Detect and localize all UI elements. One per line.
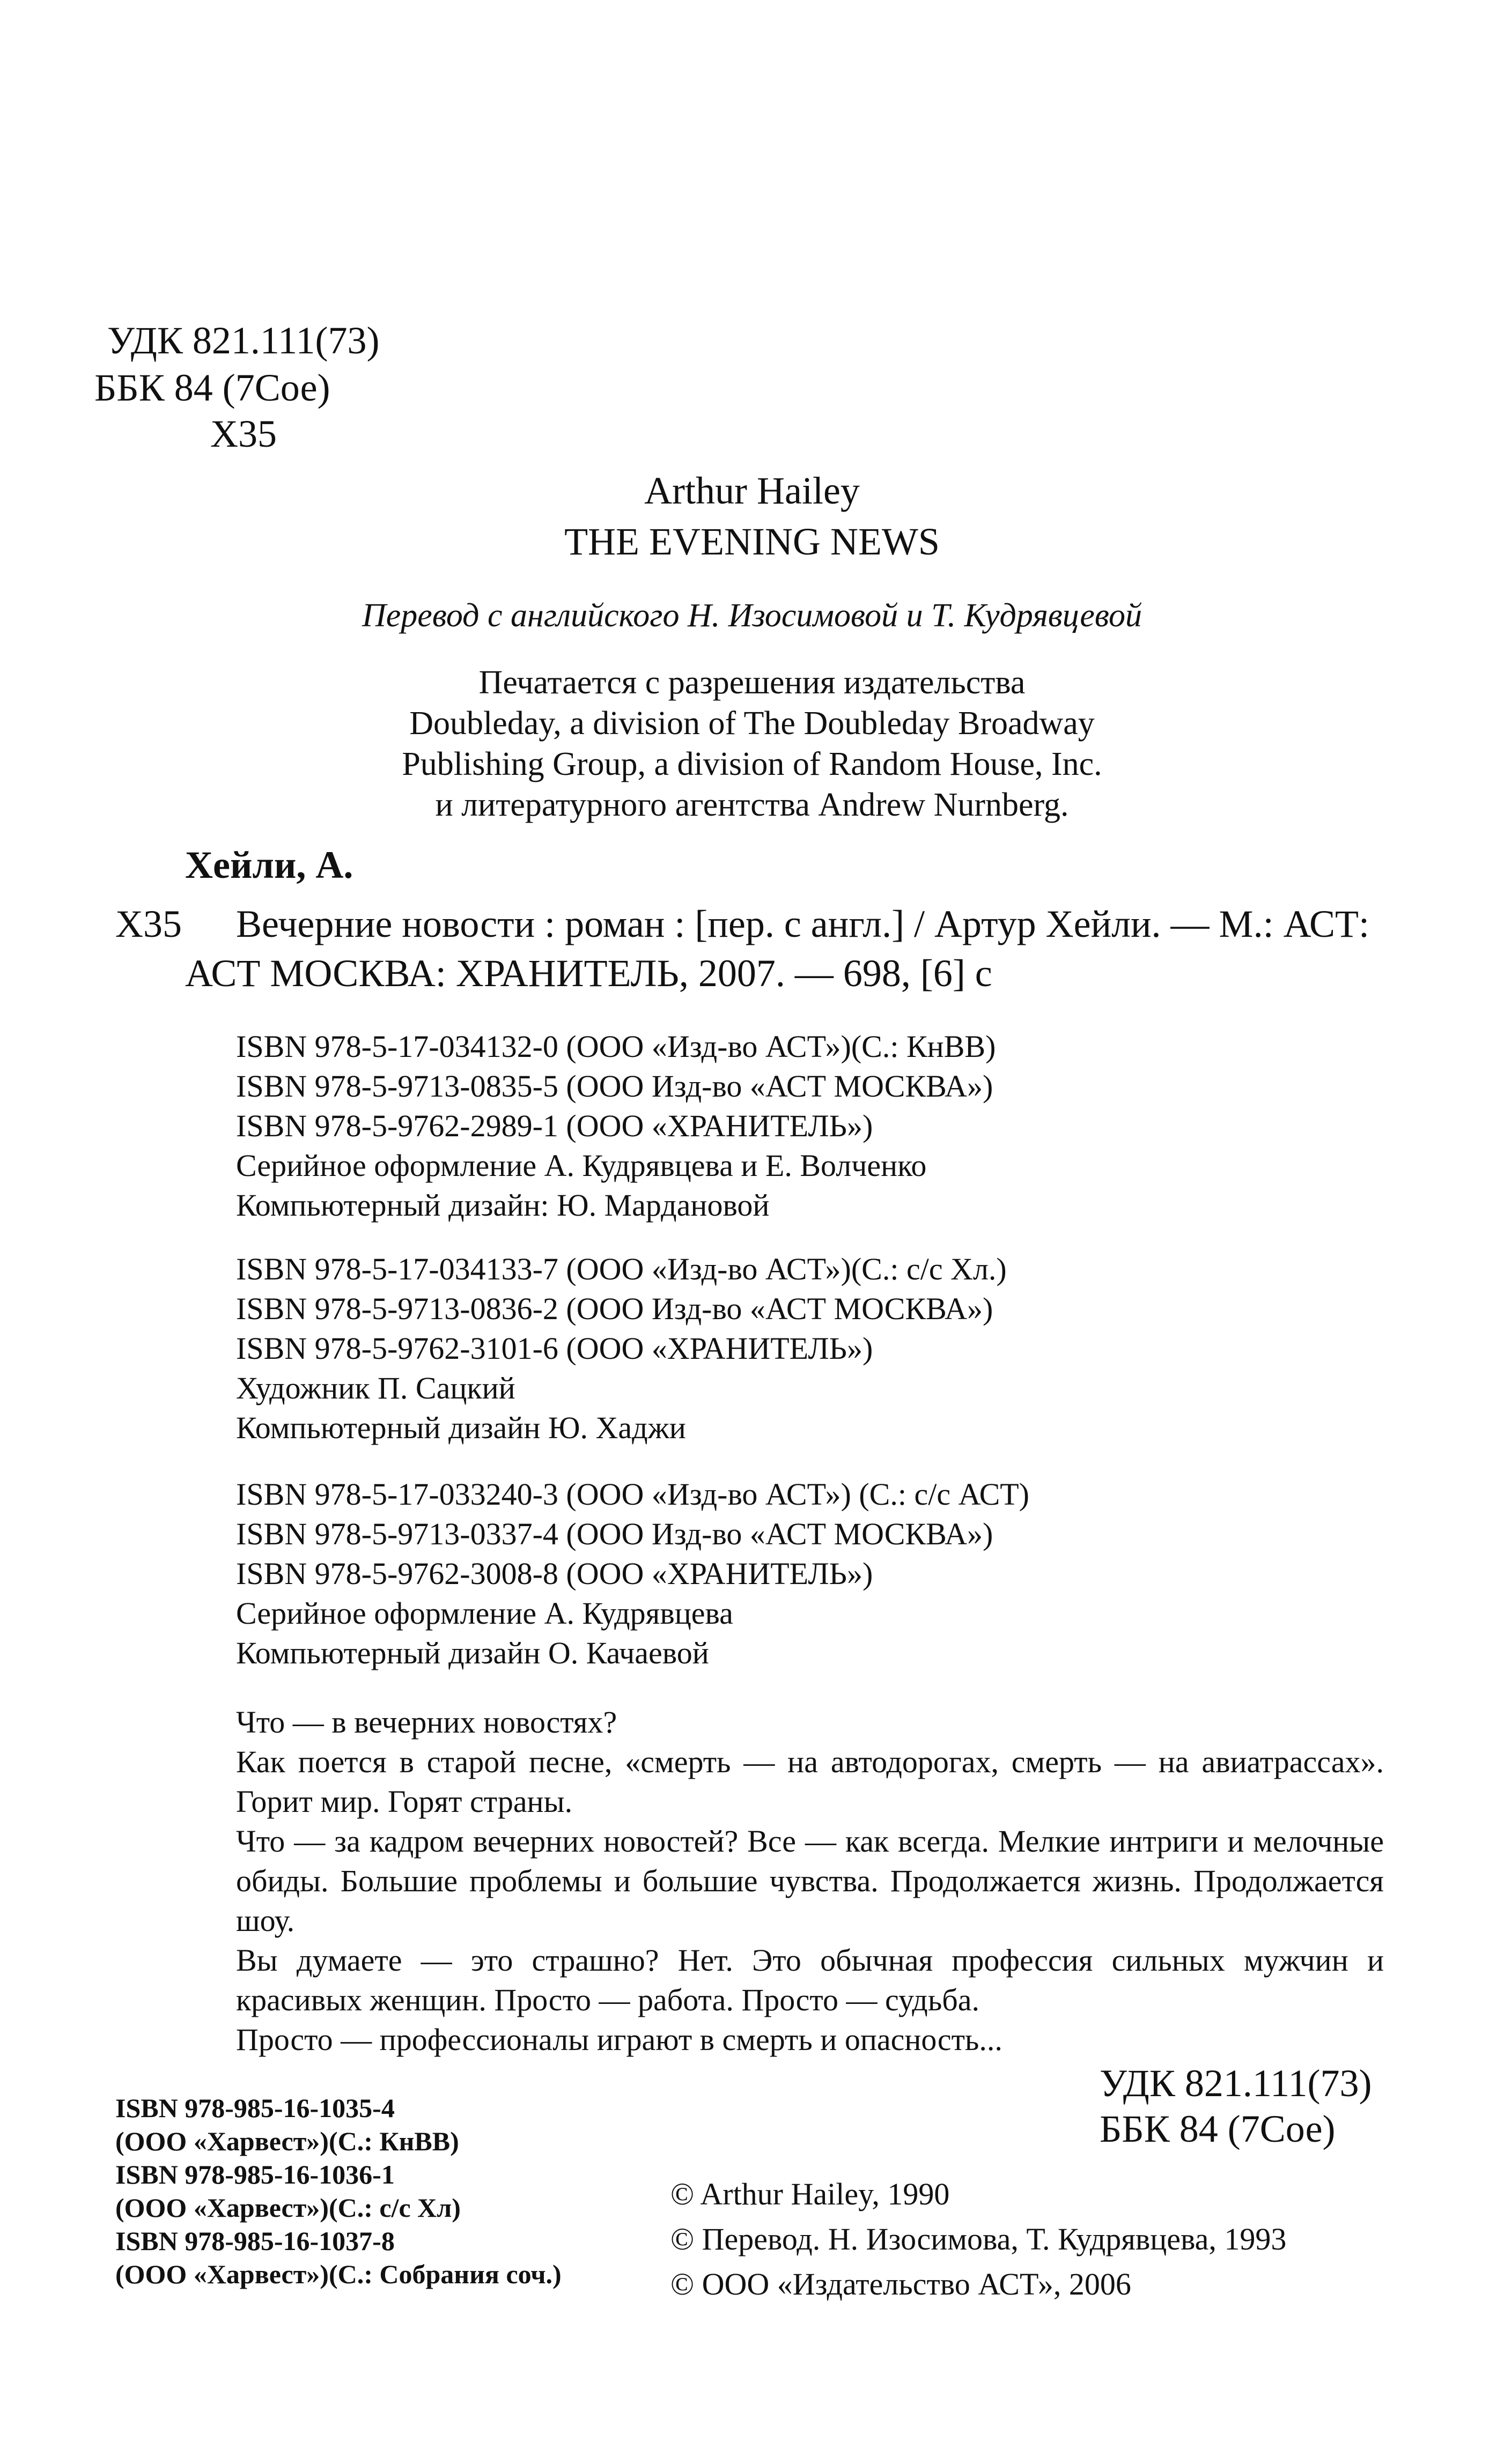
footer-bbk-code: ББК 84 (7Сое) — [1100, 2107, 1336, 2150]
credit-line: Серийное оформление А. Кудрявцева и Е. Волченко — [236, 1148, 927, 1183]
copyright-line: © ООО «Издательство АСТ», 2006 — [670, 2267, 1131, 2302]
annotation-paragraph: Просто — профессионалы играют в смерть и опасность... — [236, 2022, 1002, 2057]
footer-isbn-line: (ООО «Харвест»)(С.: Собрания соч.) — [115, 2259, 562, 2289]
isbn-line: ISBN 978-5-9713-0337-4 (ООО Изд-во «АСТ МОСКВА») — [236, 1516, 993, 1551]
footer-isbn-line: (ООО «Харвест»)(С.: с/с Хл) — [115, 2193, 461, 2223]
annotation-paragraph: Что — в вечерних новостях? — [236, 1705, 617, 1740]
isbn-line: ISBN 978-5-9762-3008-8 (ООО «ХРАНИТЕЛЬ») — [236, 1556, 873, 1591]
isbn-line: ISBN 978-5-9762-2989-1 (ООО «ХРАНИТЕЛЬ») — [236, 1108, 873, 1143]
isbn-group — [236, 1027, 996, 1225]
annotation — [236, 1703, 1384, 2060]
annotation-paragraph: Как поется в старой песне, «смерть — на автодорогах, смерть — на авиатрассах». Горит мир. Горят страны. — [236, 1744, 1384, 1819]
copyright-line: © Arthur Hailey, 1990 — [670, 2177, 950, 2211]
isbn-line: ISBN 978-5-17-034132-0 (ООО «Изд-во АСТ»)(С.: КнВВ) — [236, 1029, 996, 1064]
udk-code: УДК 821.111(73) — [107, 319, 380, 362]
original-title: THE EVENING NEWS — [564, 520, 940, 563]
isbn-group — [236, 1249, 1007, 1448]
copyright-block — [670, 2172, 1286, 2307]
permission-line: Publishing Group, a division of Random House, Inc. — [402, 746, 1102, 782]
copyright-line: © Перевод. Н. Изосимова, Т. Кудрявцева, 1993 — [670, 2222, 1287, 2256]
permission-line: Doubleday, a division of The Doubleday Broadway — [409, 705, 1095, 742]
footer-isbn-line: (ООО «Харвест»)(С.: КнВВ) — [115, 2126, 459, 2156]
isbn-line: ISBN 978-5-17-034133-7 (ООО «Изд-во АСТ»)(С.: с/с Хл.) — [236, 1252, 1007, 1286]
bibliographic-heading: Хейли, А. — [185, 843, 353, 886]
credit-line: Серийное оформление А. Кудрявцева — [236, 1596, 733, 1631]
credit-line: Компьютерный дизайн: Ю. Мардановой — [236, 1188, 770, 1223]
footer-udk-code: УДК 821.111(73) — [1100, 2062, 1372, 2105]
isbn-line: ISBN 978-5-17-033240-3 (ООО «Изд-во АСТ») (С.: с/с АСТ) — [236, 1477, 1029, 1512]
isbn-line: ISBN 978-5-9762-3101-6 (ООО «ХРАНИТЕЛЬ») — [236, 1331, 873, 1366]
footer-isbn-line: ISBN 978-985-16-1035-4 — [115, 2093, 395, 2123]
bibliographic-mark: Х35 — [115, 902, 182, 945]
bibliographic-line-1: Вечерние новости : роман : [пер. с англ.] / Артур Хейли. — М.: АСТ: — [236, 902, 1369, 945]
permission-line: Печатается с разрешения издательства — [478, 664, 1026, 701]
permission-block — [0, 662, 1504, 825]
credit-line: Художник П. Сацкий — [236, 1371, 515, 1405]
annotation-paragraph: Вы думаете — это страшно? Нет. Это обычная профессия сильных мужчин и красивых женщин. Просто — работа. Просто — судьба. — [236, 1943, 1384, 2017]
translation-note: Перевод с английского Н. Изосимовой и Т. Кудрявцевой — [362, 597, 1142, 634]
isbn-group — [236, 1475, 1029, 1673]
author-mark: Х35 — [210, 412, 277, 455]
bbk-code: ББК 84 (7Сое) — [94, 366, 330, 409]
footer-isbn-line: ISBN 978-985-16-1036-1 — [115, 2159, 395, 2189]
isbn-line: ISBN 978-5-9713-0836-2 (ООО Изд-во «АСТ МОСКВА») — [236, 1291, 993, 1326]
permission-line: и литературного агентства Andrew Nurnberg. — [435, 787, 1069, 823]
credit-line: Компьютерный дизайн О. Качаевой — [236, 1636, 709, 1670]
footer-isbn-line: ISBN 978-985-16-1037-8 — [115, 2226, 395, 2256]
footer-isbn — [115, 2091, 562, 2291]
annotation-paragraph: Что — за кадром вечерних новостей? Все — как всегда. Мелкие интриги и мелочные обиды. Большие проблемы и большие чувства. Продолжается жизнь. Продолжается шоу. — [236, 1824, 1384, 1938]
original-author: Arthur Hailey — [644, 469, 860, 512]
bibliographic-line-2: АСТ МОСКВА: ХРАНИТЕЛЬ, 2007. — 698, [6] с — [185, 952, 992, 995]
isbn-line: ISBN 978-5-9713-0835-5 (ООО Изд-во «АСТ МОСКВА») — [236, 1069, 993, 1104]
credit-line: Компьютерный дизайн Ю. Хаджи — [236, 1410, 686, 1445]
